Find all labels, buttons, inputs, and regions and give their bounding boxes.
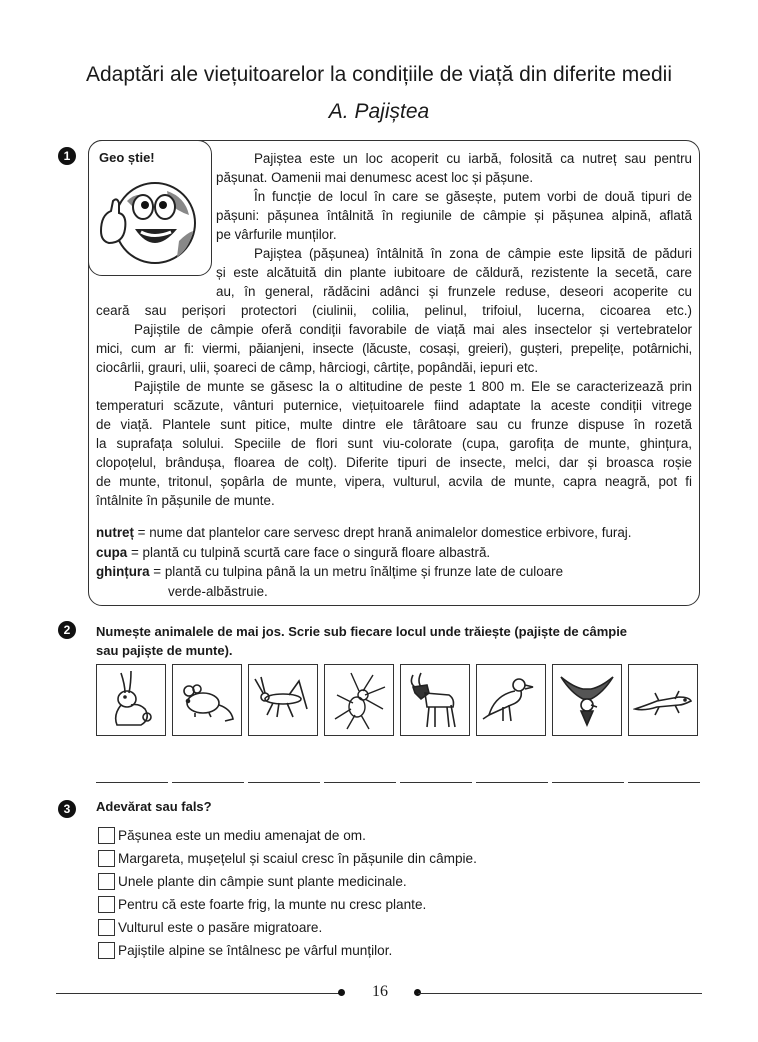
mouse-icon [177,669,237,731]
exercise-number-1: 1 [58,147,76,165]
glossary [96,523,692,601]
paragraph-line: întâlnite în pășunile de munte. [96,493,275,508]
paragraph-line: ceară sau perișori protectori (ciulinii, colilia, pelinul, trifoiul, lucerna, cicoarea etc.) [96,303,692,318]
grasshopper-icon [253,669,313,731]
exercise-number-3: 3 [58,800,76,818]
animal-image-box [628,664,698,736]
eagle-icon [557,669,617,731]
answer-line[interactable] [248,782,320,783]
paragraph-line: Pajiștile de munte se găsesc la o altitudine de peste 1 800 m. Ele se caracterizează prin [134,379,692,394]
glossary-definition: = nume dat plantelor care servesc drept hrană animalelor domestice erbivore, furaj. [133,525,632,540]
page-title: Adaptări ale viețuitoarelor la condițiile de viață din diferite medii [86,63,672,86]
glossary-entry [96,562,692,582]
glossary-entry [96,543,692,563]
answer-line[interactable] [476,782,548,783]
answer-lines [96,782,702,786]
paragraph-line: mici, cum ar fi: viermi, păianjeni, insecte (lăcuste, cosași, greieri), gușteri, prepelițe, potârnichi, [96,341,692,356]
glossary-entry [96,523,692,543]
statement-label: Pajiștile alpine se întâlnesc pe vârful munților. [118,943,393,958]
lizard-icon [633,669,693,731]
spider-icon [329,669,389,731]
statement-label: Pentru că este foarte frig, la munte nu cresc plante. [118,897,427,912]
glossary-term: nutreț [96,525,134,540]
paragraph-line: În funcție de locul în care se găsește, putem vorbi de două tipuri de [254,189,692,204]
animal-images [96,664,702,738]
paragraph-line: și este alcătuită din plante iubitoare de căldură, rezistente la secetă, care [216,265,692,280]
answer-checkbox[interactable] [98,873,115,890]
page-number: 16 [372,983,388,1000]
paragraph-line: Pajiștea este un loc acoperit cu iarbă, folosită ca nutreț sau pentru [254,151,692,166]
answer-line[interactable] [400,782,472,783]
page-subtitle: A. Pajiștea [328,100,430,123]
answer-checkbox[interactable] [98,827,115,844]
animal-image-box [400,664,470,736]
footer-divider-left [56,993,340,994]
statement-label: Vulturul este o pasăre migratoare. [118,920,323,935]
answer-checkbox[interactable] [98,850,115,867]
answer-line[interactable] [324,782,396,783]
footer-dot-left [338,989,345,996]
glossary-definition: = plantă cu tulpina până la un metru înălțime și frunze late de culoare [149,564,564,579]
statement-label: Margareta, mușețelul și scaiul cresc în pășunile din câmpie. [118,851,477,866]
answer-checkbox[interactable] [98,942,115,959]
statement-label: Unele plante din câmpie sunt plante medicinale. [118,874,407,889]
rabbit-icon [101,669,161,731]
instruction-line: sau pajiște de munte). [96,643,233,658]
animal-image-box [476,664,546,736]
paragraph-line: clopoțelul, brândușa, floarea de colț). Diferite tipuri de insecte, melci, dar și broasca roșie [96,455,692,470]
glossary-term: ghințura [96,564,150,579]
animal-image-box [172,664,242,736]
paragraph-line: de viață. Plantele sunt pitice, multe dintre ele târâtoare sau cu frunze dispuse în rozetă [96,417,692,432]
exercise-number-2: 2 [58,621,76,639]
exercise-2-instruction [96,622,686,660]
chamois-icon [405,669,465,731]
statement-label: Pășunea este un mediu amenajat de om. [118,828,366,843]
paragraph-line: ciocârlii, grauri, ulii, șoareci de câmp, hârciogi, cârtițe, popândăi, iepuri etc. [96,360,539,375]
geo-stie-box [88,140,212,276]
answer-line[interactable] [96,782,168,783]
paragraph-line: pășunat. Oamenii mai denumesc acest loc și pășune. [216,170,534,185]
paragraph-line: temperaturi scăzute, vânturi puternice, viețuitoarele fiind adaptate la aceste condiții vitrege [96,398,692,413]
bird-icon [481,669,541,731]
answer-line[interactable] [628,782,700,783]
answer-checkbox[interactable] [98,896,115,913]
instruction-line: Numește animalele de mai jos. Scrie sub fiecare locul unde trăiește (pajiște de câmpie [96,624,628,639]
animal-image-box [552,664,622,736]
animal-image-box [248,664,318,736]
answer-line[interactable] [552,782,624,783]
paragraph-line: au, în general, rădăcini adânci și frunzele reduse, deseori acoperite cu [216,284,692,299]
paragraph-line: de munte, tritonul, șopârla de munte, vipera, vulturul, acvila de munte, capra neagră, pot fi [96,474,692,489]
paragraph-line: pe vârfurile munților. [216,227,337,242]
paragraph-line: Pajiștile de câmpie oferă condiții favorabile de viață mai ales insectelor și vertebratelor [134,322,692,337]
glossary-term: cupa [96,544,128,560]
glossary-definition: = plantă cu tulpină scurtă care face o singură floare albastră. [127,544,491,560]
geo-label: Geo știe! [99,150,155,165]
exercise-3-title: Adevărat sau fals? [96,799,212,814]
globe-mascot-icon [97,171,203,271]
paragraph-line: pășuni: pășunea întâlnită în regiunile de câmpie și pășunea alpină, aflată [216,208,692,223]
animal-image-box [96,664,166,736]
answer-checkbox[interactable] [98,919,115,936]
footer-divider-right [418,993,702,994]
answer-line[interactable] [172,782,244,783]
paragraph-line: la suprafața solului. Speciile de flori sunt viu-colorate (cupa, garofița de munte, ghințura, [96,436,692,451]
paragraph-line: Pajiștea (pășunea) întâlnită în zona de câmpie este lipsită de păduri [254,246,692,261]
glossary-continuation: verde-albăstruie. [168,583,268,599]
animal-image-box [324,664,394,736]
